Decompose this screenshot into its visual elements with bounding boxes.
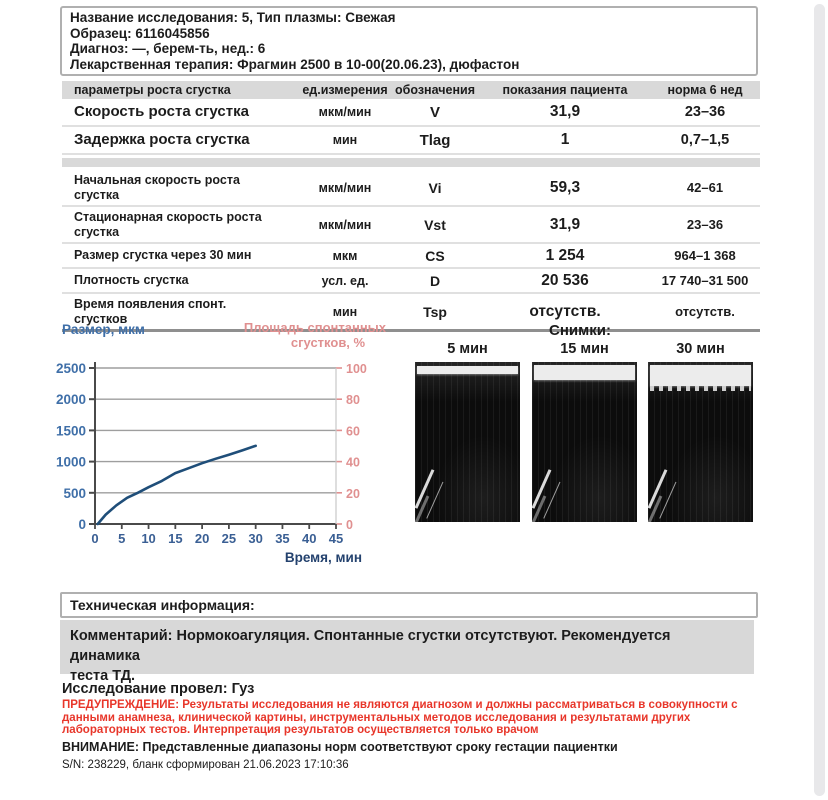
x-tick-label: 5: [118, 531, 126, 546]
snapshots-section: [405, 322, 758, 570]
warning-text: [62, 699, 782, 737]
norm-value-cell: 964–1 368: [674, 248, 736, 263]
unit-cell: мкм/мин: [318, 180, 372, 195]
parameter-name: Размер сгустка через 30 мин: [74, 248, 252, 263]
x-tick-label: 30: [248, 531, 263, 546]
warning-line-1: ПРЕДУПРЕЖДЕНИЕ: Результаты исследования не являются диагнозом и должны рассматриваться в совокупности с: [62, 699, 738, 711]
x-tick-label: 40: [301, 531, 317, 546]
unit-cell: мкм/мин: [318, 217, 372, 232]
examiner-line: Исследование провел: Гуз: [62, 681, 255, 697]
snapshot-image-30min: [648, 362, 753, 522]
comment-line-1: Комментарий: Нормокоагуляция. Спонтанные сгустки отсутствуют. Рекомендуется динамика: [70, 628, 671, 664]
parameter-name: Задержка роста сгустка: [74, 130, 250, 148]
patient-value-cell: 59,3: [549, 178, 581, 196]
patient-value-cell: 31,9: [549, 103, 581, 120]
left-axis-label: Размер, мкм: [62, 322, 145, 337]
parameters-table: [62, 81, 760, 332]
x-tick-label: 15: [168, 531, 183, 546]
study-name-line: Название исследования: 5, Тип плазмы: Свежая: [70, 10, 396, 25]
snapshot-label-15min: 15 мин: [560, 341, 609, 357]
right-axis-label-line2: сгустков, %: [290, 335, 366, 350]
snapshot-image-15min: [532, 362, 637, 522]
therapy-line: Лекарственная терапия: Фрагмин 2500 в 10-00(20.06.23), дюфастон: [70, 56, 520, 72]
clot-size-curve: [98, 446, 256, 524]
designation-cell: CS: [425, 247, 445, 264]
warning-line-2: данными анамнеза, клинической картины, инструментальных методов исследования и результатами других: [62, 711, 691, 724]
serial-number-line: S/N: 238229, бланк сформирован 21.06.2023 17:10:36: [62, 759, 349, 771]
table-row: [62, 244, 760, 269]
left-tick-label: 2000: [56, 392, 86, 408]
table-header-row: [62, 81, 760, 99]
right-tick-label: 40: [346, 455, 360, 470]
designation-cell: D: [429, 272, 441, 289]
table-row: [62, 170, 760, 207]
x-tick-label: 0: [91, 531, 99, 546]
designation-cell: V: [429, 103, 440, 121]
left-tick-label: 500: [63, 485, 86, 501]
parameter-name: Начальная скорость роста сгустка: [74, 173, 240, 202]
parameter-name: Плотность сгустка: [74, 273, 189, 288]
page-edge-shadow: [814, 4, 825, 796]
right-tick-label: 80: [346, 393, 360, 408]
norm-value-cell: 17 740–31 500: [661, 273, 749, 288]
unit-cell: мкм: [332, 248, 358, 263]
technical-info-title: Техническая информация:: [70, 597, 255, 613]
unit-cell: мкм/мин: [318, 105, 372, 119]
clot-band: [650, 365, 751, 386]
x-tick-label: 45: [328, 531, 344, 546]
parameter-name: Стационарная скорость роста сгустка: [74, 210, 262, 239]
comment-line-2: теста ТД.: [70, 668, 136, 684]
right-tick-label: 100: [346, 362, 367, 376]
left-tick-label: 1000: [56, 454, 86, 470]
parameter-name: Время появления спонт. сгустков: [74, 297, 227, 326]
snapshots-title: Снимки:: [549, 322, 611, 339]
right-tick-label: 0: [346, 518, 353, 532]
column-header: параметры роста сгустка: [74, 83, 231, 97]
left-tick-label: 0: [78, 517, 86, 532]
x-tick-label: 10: [141, 531, 156, 546]
right-tick-label: 20: [346, 486, 360, 501]
patient-value-cell: 31,9: [549, 215, 581, 233]
designation-cell: Tlag: [419, 131, 451, 149]
sample-line: Образец: 6116045856: [70, 25, 210, 41]
diagnosis-line: Диагноз: —, берем-ть, нед.: 6: [70, 41, 266, 56]
column-header: норма 6 нед: [667, 83, 743, 97]
unit-cell: мин: [332, 133, 358, 147]
left-tick-label: 1500: [56, 423, 86, 439]
clot-band: [417, 366, 518, 374]
snapshot-image-5min: [415, 362, 520, 522]
technical-info-title-box: [60, 592, 758, 618]
left-tick-label: 2500: [56, 361, 86, 376]
warning-line-3: лабораторных тестов. Интерпретация результатов осуществляется только врачом: [62, 724, 539, 736]
right-tick-label: 60: [346, 424, 360, 439]
right-axis-label-line1: Площадь спонтанных: [243, 320, 386, 335]
norm-value-cell: 42–61: [686, 180, 724, 195]
x-axis-caption: Время, мин: [284, 550, 362, 565]
designation-cell: Vi: [428, 179, 442, 196]
study-header-box: [60, 6, 758, 76]
unit-cell: усл. ед.: [321, 273, 369, 288]
norm-value-cell: 23–36: [684, 104, 726, 120]
x-tick-label: 35: [275, 531, 290, 546]
attention-line: ВНИМАНИЕ: Представленные диапазоны норм соответствуют сроку гестации пациентки: [62, 740, 618, 754]
table-separator-band: [62, 158, 760, 167]
column-header: обозначения: [395, 83, 475, 97]
snapshot-label-5min: 5 мин: [447, 341, 488, 357]
comment-box: [60, 620, 754, 684]
unit-cell: мин: [332, 304, 358, 319]
clot-growth-chart-svg: [56, 320, 396, 572]
designation-cell: Vst: [424, 216, 446, 233]
snapshot-label-30min: 30 мин: [676, 341, 725, 357]
norm-value-cell: 23–36: [686, 217, 724, 232]
norm-value-cell: 0,7–1,5: [680, 132, 730, 148]
x-tick-label: 20: [194, 531, 210, 546]
clot-growth-chart: [56, 320, 396, 572]
norm-value-cell: отсутств.: [675, 304, 735, 319]
patient-value-cell: 1: [560, 131, 570, 148]
parameter-name: Скорость роста сгустка: [74, 102, 249, 120]
clot-band: [534, 365, 635, 380]
table-row: [62, 127, 760, 155]
column-header: ед.измерения: [302, 83, 388, 97]
column-header: показания пациента: [502, 83, 628, 97]
patient-value-cell: 20 536: [541, 271, 589, 289]
designation-cell: Tsp: [423, 303, 447, 320]
table-row: [62, 99, 760, 127]
x-tick-label: 25: [221, 531, 237, 546]
table-row: [62, 269, 760, 294]
patient-value-cell: отсутств.: [529, 302, 601, 320]
table-row: [62, 207, 760, 244]
patient-value-cell: 1 254: [545, 246, 585, 264]
